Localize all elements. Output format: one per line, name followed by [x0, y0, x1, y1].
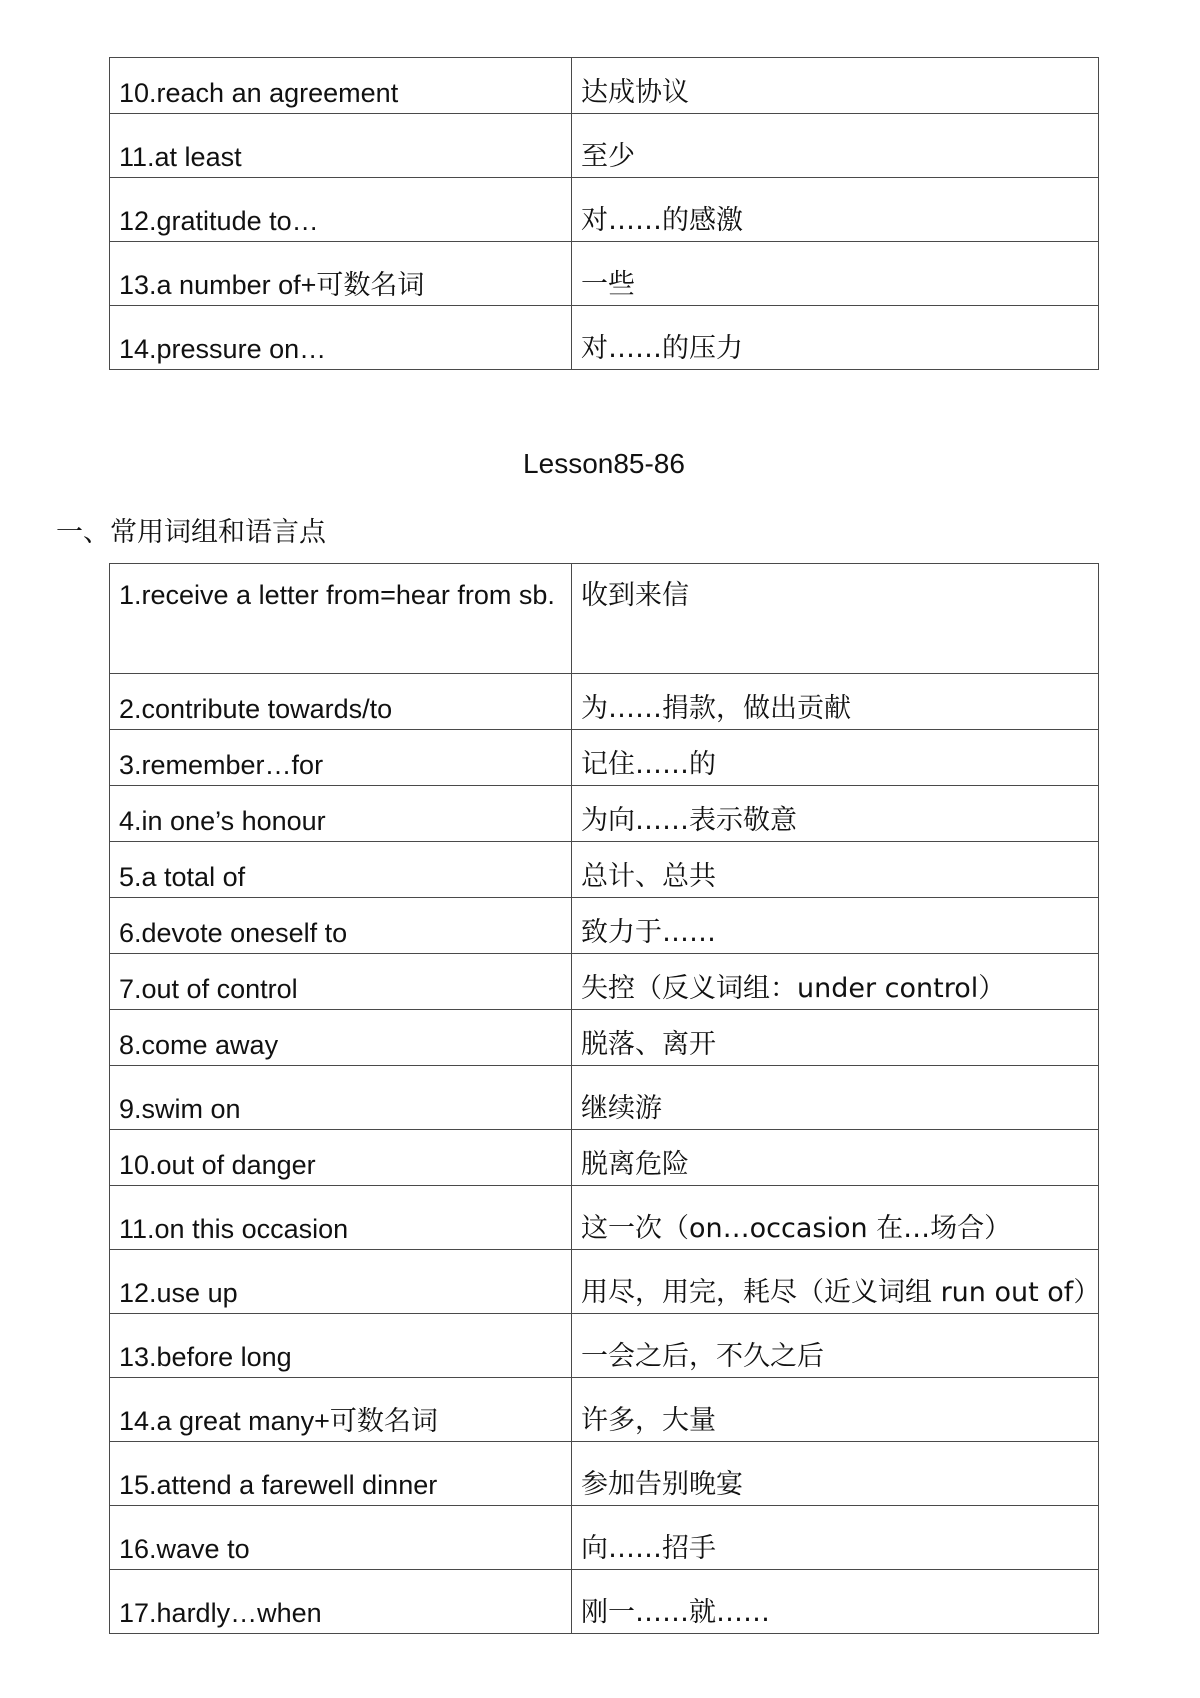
meaning-cell: 达成协议 — [572, 58, 1099, 114]
meaning-cell: 一会之后，不久之后 — [572, 1314, 1099, 1378]
phrase-cell: 2.contribute towards/to — [110, 674, 572, 730]
phrase-cell: 8.come away — [110, 1010, 572, 1066]
table-row — [110, 1186, 1099, 1250]
phrase-cell: 11.on this occasion — [110, 1186, 572, 1250]
meaning-cell: 向……招手 — [572, 1506, 1099, 1570]
meaning-cell: 用尽，用完，耗尽（近义词组 run out of） — [572, 1250, 1099, 1314]
meaning-cell: 对……的压力 — [572, 306, 1099, 370]
table-row — [110, 898, 1099, 954]
meaning-cell: 脱落、离开 — [572, 1010, 1099, 1066]
table-row — [110, 1570, 1099, 1634]
vocabulary-table-1 — [109, 57, 1099, 370]
meaning-cell: 总计、总共 — [572, 842, 1099, 898]
table-row — [110, 674, 1099, 730]
table-row — [110, 242, 1099, 306]
meaning-cell: 许多，大量 — [572, 1378, 1099, 1442]
meaning-cell: 为向……表示敬意 — [572, 786, 1099, 842]
phrase-cell: 11.at least — [110, 114, 572, 178]
table-row — [110, 564, 1099, 674]
vocabulary-table-2 — [109, 563, 1099, 1634]
meaning-cell: 脱离危险 — [572, 1130, 1099, 1186]
table-row — [110, 730, 1099, 786]
phrase-cell: 13.a number of+可数名词 — [110, 242, 572, 306]
phrase-cell: 10.out of danger — [110, 1130, 572, 1186]
phrase-cell: 12.use up — [110, 1250, 572, 1314]
table-row — [110, 114, 1099, 178]
phrase-cell: 14.pressure on… — [110, 306, 572, 370]
lesson-title: Lesson85-86 — [523, 448, 685, 479]
section-heading: 一、常用词组和语言点 — [56, 517, 326, 548]
phrase-cell: 5.a total of — [110, 842, 572, 898]
phrase-cell: 13.before long — [110, 1314, 572, 1378]
phrase-cell: 3.remember…for — [110, 730, 572, 786]
phrase-cell: 6.devote oneself to — [110, 898, 572, 954]
meaning-cell: 这一次（on…occasion 在…场合） — [572, 1186, 1099, 1250]
phrase-cell: 17.hardly…when — [110, 1570, 572, 1634]
table-row — [110, 1506, 1099, 1570]
phrase-cell: 16.wave to — [110, 1506, 572, 1570]
table-row — [110, 306, 1099, 370]
meaning-cell: 收到来信 — [572, 564, 1099, 674]
table-row — [110, 786, 1099, 842]
meaning-cell: 为……捐款，做出贡献 — [572, 674, 1099, 730]
phrase-cell: 14.a great many+可数名词 — [110, 1378, 572, 1442]
meaning-cell: 对……的感激 — [572, 178, 1099, 242]
meaning-cell: 继续游 — [572, 1066, 1099, 1130]
phrase-cell: 12.gratitude to… — [110, 178, 572, 242]
table-row — [110, 1442, 1099, 1506]
table-row — [110, 58, 1099, 114]
phrase-cell: 4.in one’s honour — [110, 786, 572, 842]
phrase-cell: 10.reach an agreement — [110, 58, 572, 114]
phrase-cell: 1.receive a letter from=hear from sb. — [110, 564, 572, 674]
table-row — [110, 1010, 1099, 1066]
meaning-cell: 至少 — [572, 114, 1099, 178]
phrase-cell: 9.swim on — [110, 1066, 572, 1130]
meaning-cell: 致力于…… — [572, 898, 1099, 954]
table-row — [110, 954, 1099, 1010]
meaning-cell: 记住……的 — [572, 730, 1099, 786]
meaning-cell: 刚一……就…… — [572, 1570, 1099, 1634]
table-row — [110, 178, 1099, 242]
meaning-cell: 一些 — [572, 242, 1099, 306]
table-row — [110, 842, 1099, 898]
phrase-cell: 7.out of control — [110, 954, 572, 1010]
table-row — [110, 1378, 1099, 1442]
meaning-cell: 失控（反义词组：under control） — [572, 954, 1099, 1010]
table-row — [110, 1250, 1099, 1314]
table-row — [110, 1130, 1099, 1186]
phrase-cell: 15.attend a farewell dinner — [110, 1442, 572, 1506]
table-row — [110, 1066, 1099, 1130]
table-row — [110, 1314, 1099, 1378]
meaning-cell: 参加告别晚宴 — [572, 1442, 1099, 1506]
